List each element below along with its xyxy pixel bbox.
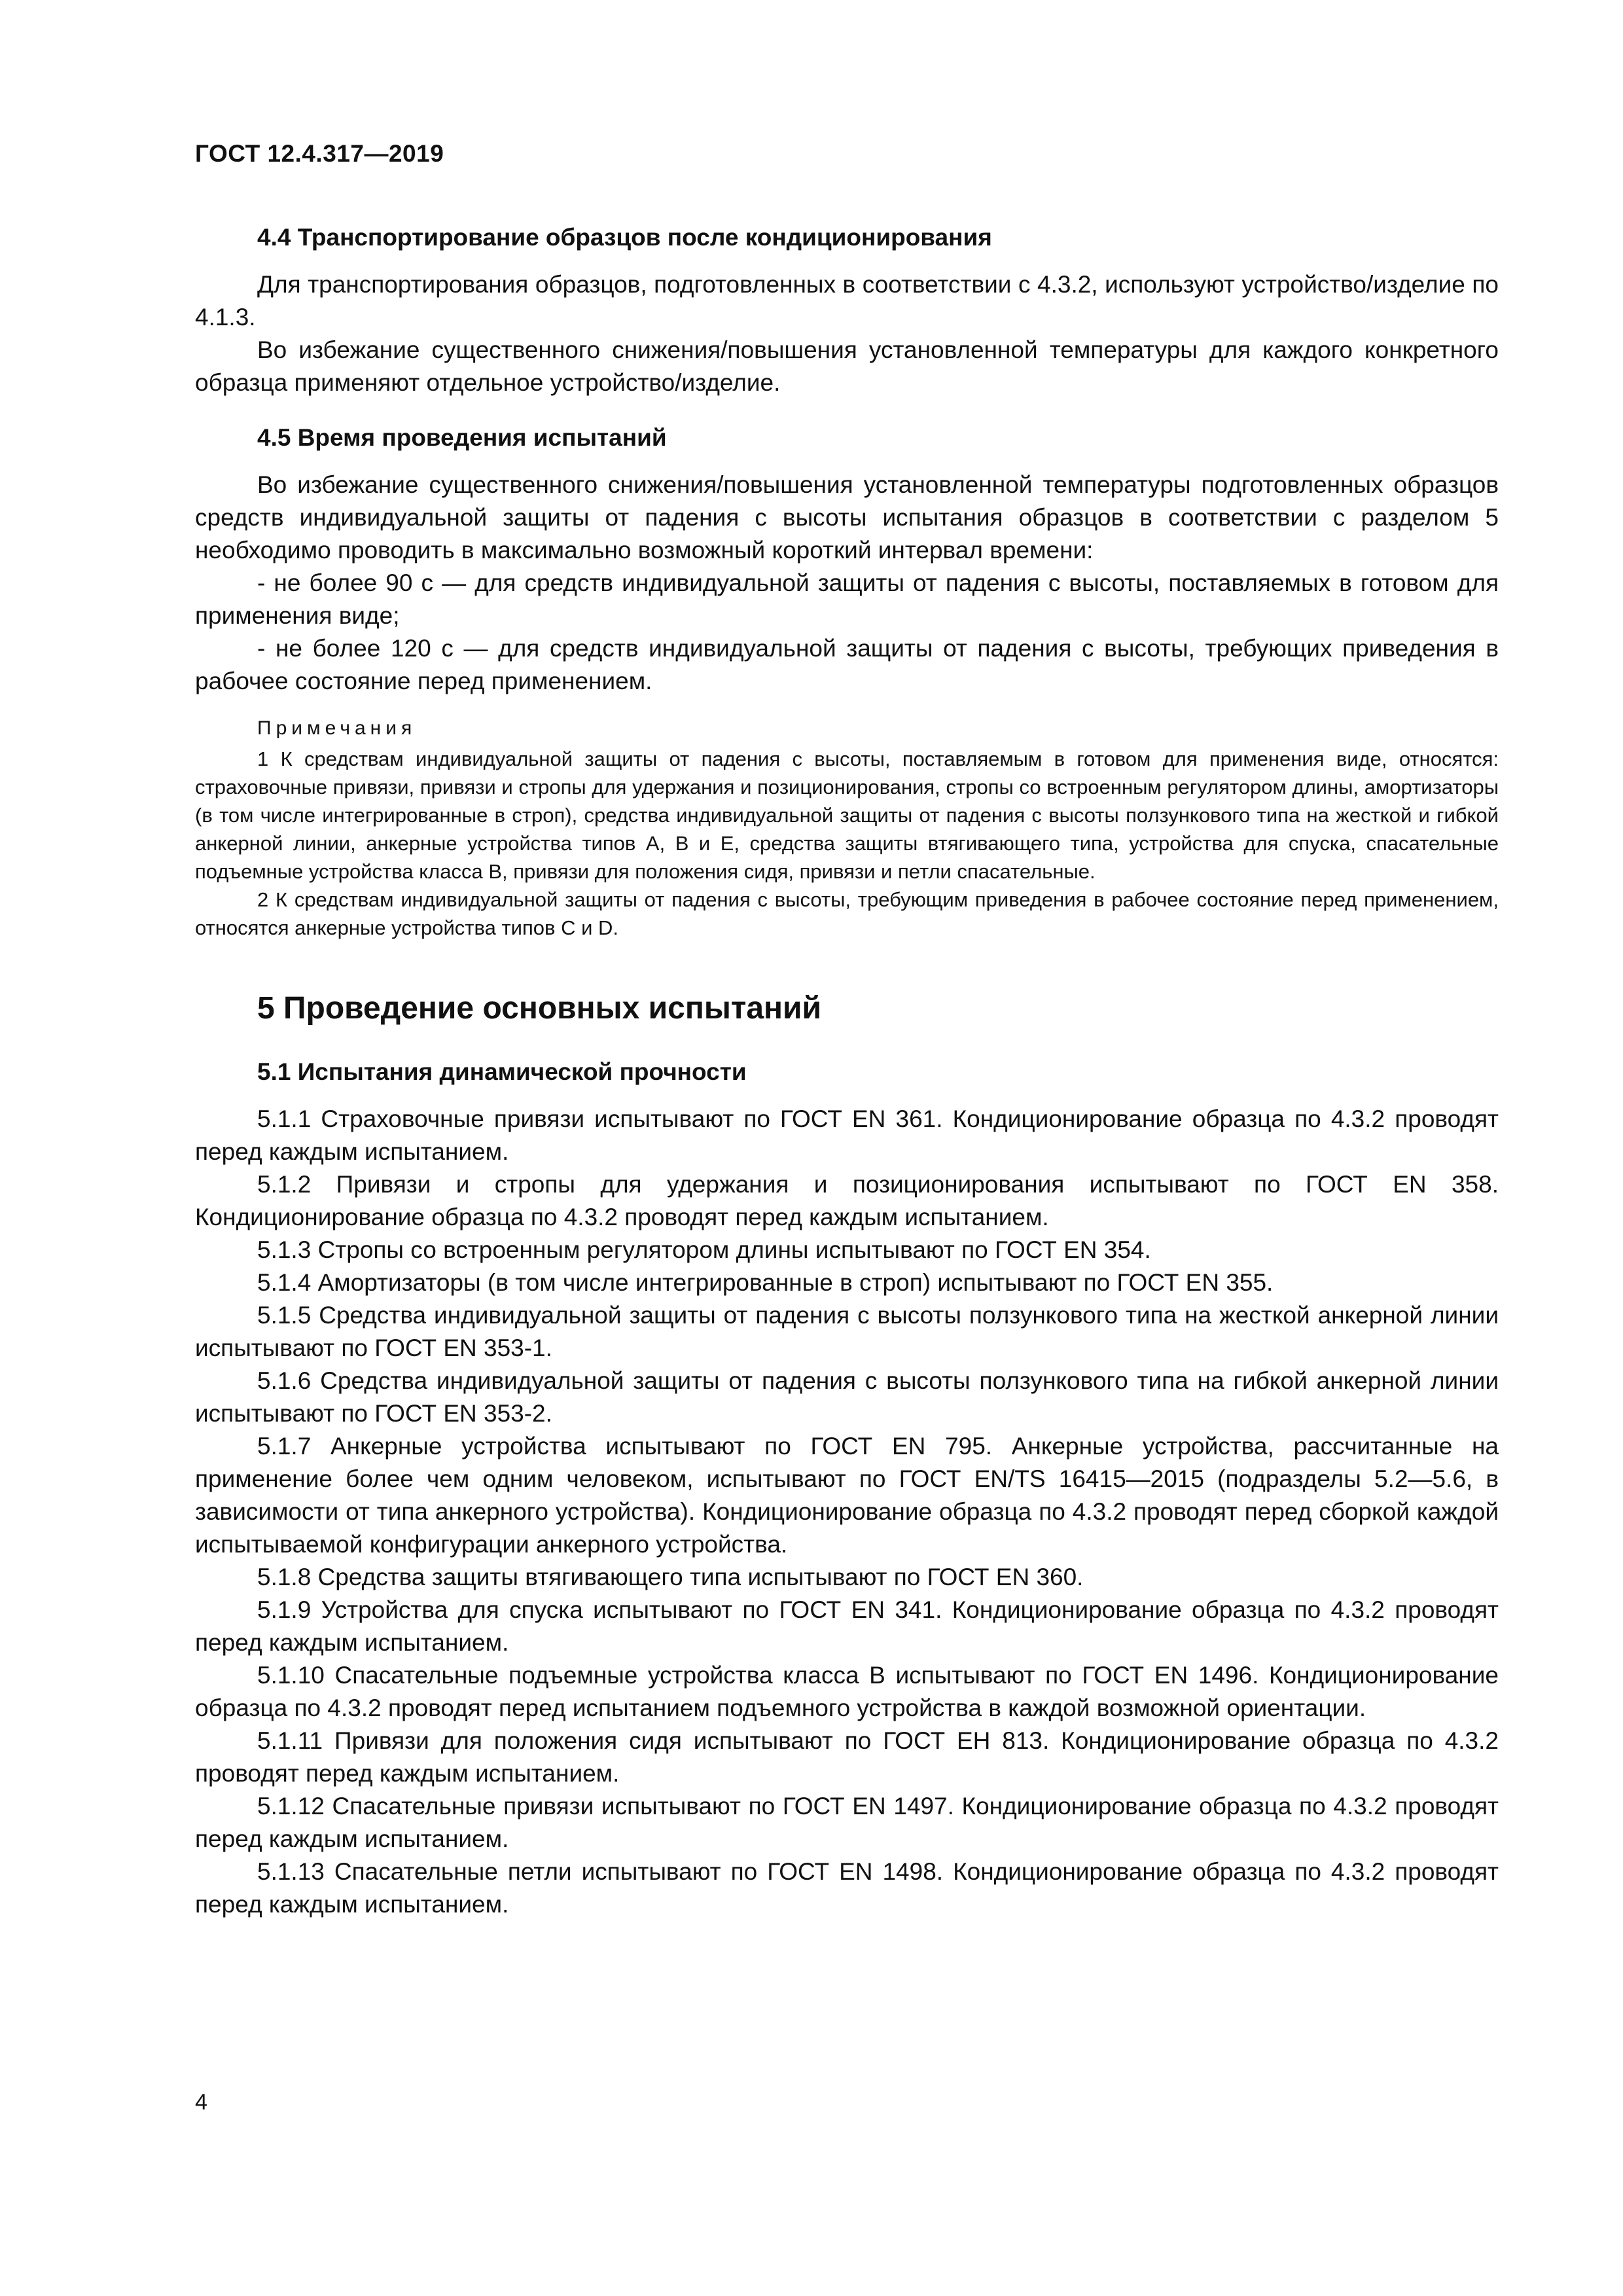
clause-5-1-4: 5.1.4 Амортизаторы (в том числе интегрированные в строп) испытывают по ГОСТ EN 355. [257, 1269, 1274, 1296]
paragraph: Во избежание существенного снижения/повышения установленной температуры подготовленных образцов средств индивидуальной защиты от падения с высоты испытания образцов в соответствии с разделом 5 необходимо проводить в максимально возможный короткий интервал времени: [195, 471, 1499, 564]
clause-5-1-5: 5.1.5 Средства индивидуальной защиты от падения с высоты ползункового типа на жесткой анкерной линии испытывают по ГОСТ EN 353-1. [195, 1302, 1499, 1361]
clause-5-1-7: 5.1.7 Анкерные устройства испытывают по ГОСТ EN 795. Анкерные устройства, рассчитанные на применение более чем одним человеком, испытывают по ГОСТ EN/TS 16415—2015 (подразделы 5.2—5.6, в зависимости от типа анкерного устройства). Кондиционирование образца по 4.3.2 проводят перед сборкой каждой испытываемой конфигурации анкерного устройства. [195, 1433, 1499, 1558]
clause-5-1-13: 5.1.13 Спасательные петли испытывают по ГОСТ EN 1498. Кондиционирование образца по 4.3.2 проводят перед каждым испытанием. [195, 1858, 1499, 1918]
heading-5-1: 5.1 Испытания динамической прочности [257, 1058, 747, 1085]
clause-5-1-1: 5.1.1 Страховочные привязи испытывают по ГОСТ EN 361. Кондиционирование образца по 4.3.2 проводят перед каждым испытанием. [195, 1105, 1499, 1165]
clause-5-1-12: 5.1.12 Спасательные привязи испытывают по ГОСТ EN 1497. Кондиционирование образца по 4.3.2 проводят перед каждым испытанием. [195, 1793, 1499, 1852]
clause-5-1-9: 5.1.9 Устройства для спуска испытывают по ГОСТ EN 341. Кондиционирование образца по 4.3.2 проводят перед каждым испытанием. [195, 1596, 1499, 1656]
note-item: 2 К средствам индивидуальной защиты от падения с высоты, требующим приведения в рабочее состояние перед применением, относятся анкерные устройства типов С и D. [195, 888, 1499, 939]
paragraph: Для транспортирования образцов, подготовленных в соответствии с 4.3.2, используют устройство/изделие по 4.1.3. [195, 271, 1499, 331]
notes-title: Примечания [257, 717, 417, 739]
clause-5-1-6: 5.1.6 Средства индивидуальной защиты от падения с высоты ползункового типа на гибкой анкерной линии испытывают по ГОСТ EN 353-2. [195, 1367, 1499, 1427]
clause-5-1-2: 5.1.2 Привязи и стропы для удержания и позиционирования испытывают по ГОСТ EN 358. Кондиционирование образца по 4.3.2 проводят перед каждым испытанием. [195, 1171, 1499, 1230]
note-item: 1 К средствам индивидуальной защиты от падения с высоты, поставляемым в готовом для применения виде, относятся: страховочные привязи, привязи и стропы для удержания и позиционирования, стропы со встроенным регулятором длины, амортизаторы (в том числе интегрированные в строп), средства индивидуальной защиты от падения с высоты ползункового типа на жесткой и гибкой анкерной линии, анкерные устройства типов А, В и Е, средства защиты втягивающего типа, устройства для спуска, спасательные подъемные устройства класса В, привязи для положения сидя, привязи и петли спасательные. [195, 747, 1499, 883]
clause-5-1-3: 5.1.3 Стропы со встроенным регулятором длины испытывают по ГОСТ EN 354. [257, 1236, 1151, 1263]
heading-4-4: 4.4 Транспортирование образцов после кондиционирования [257, 224, 992, 251]
paragraph: Во избежание существенного снижения/повышения установленной температуры для каждого конкретного образца применяют отдельное устройство/изделие. [195, 336, 1499, 396]
page-number: 4 [195, 2090, 207, 2115]
document-code: ГОСТ 12.4.317—2019 [195, 140, 444, 167]
paragraph: - не более 90 с — для средств индивидуальной защиты от падения с высоты, поставляемых в готовом для применения виде; [195, 569, 1499, 629]
heading-section-5: 5 Проведение основных испытаний [257, 991, 822, 1026]
clause-5-1-10: 5.1.10 Спасательные подъемные устройства класса В испытывают по ГОСТ EN 1496. Кондиционирование образца по 4.3.2 проводят перед испытанием подъемного устройства в каждой возможной ориентации. [195, 1662, 1499, 1721]
document-page [195, 137, 1499, 1921]
clause-5-1-11: 5.1.11 Привязи для положения сидя испытывают по ГОСТ ЕН 813. Кондиционирование образца по 4.3.2 проводят перед каждым испытанием. [195, 1727, 1499, 1787]
paragraph: - не более 120 с — для средств индивидуальной защиты от падения с высоты, требующих приведения в рабочее состояние перед применением. [195, 635, 1499, 694]
heading-4-5: 4.5 Время проведения испытаний [257, 424, 667, 451]
clause-5-1-8: 5.1.8 Средства защиты втягивающего типа испытывают по ГОСТ EN 360. [257, 1564, 1084, 1590]
